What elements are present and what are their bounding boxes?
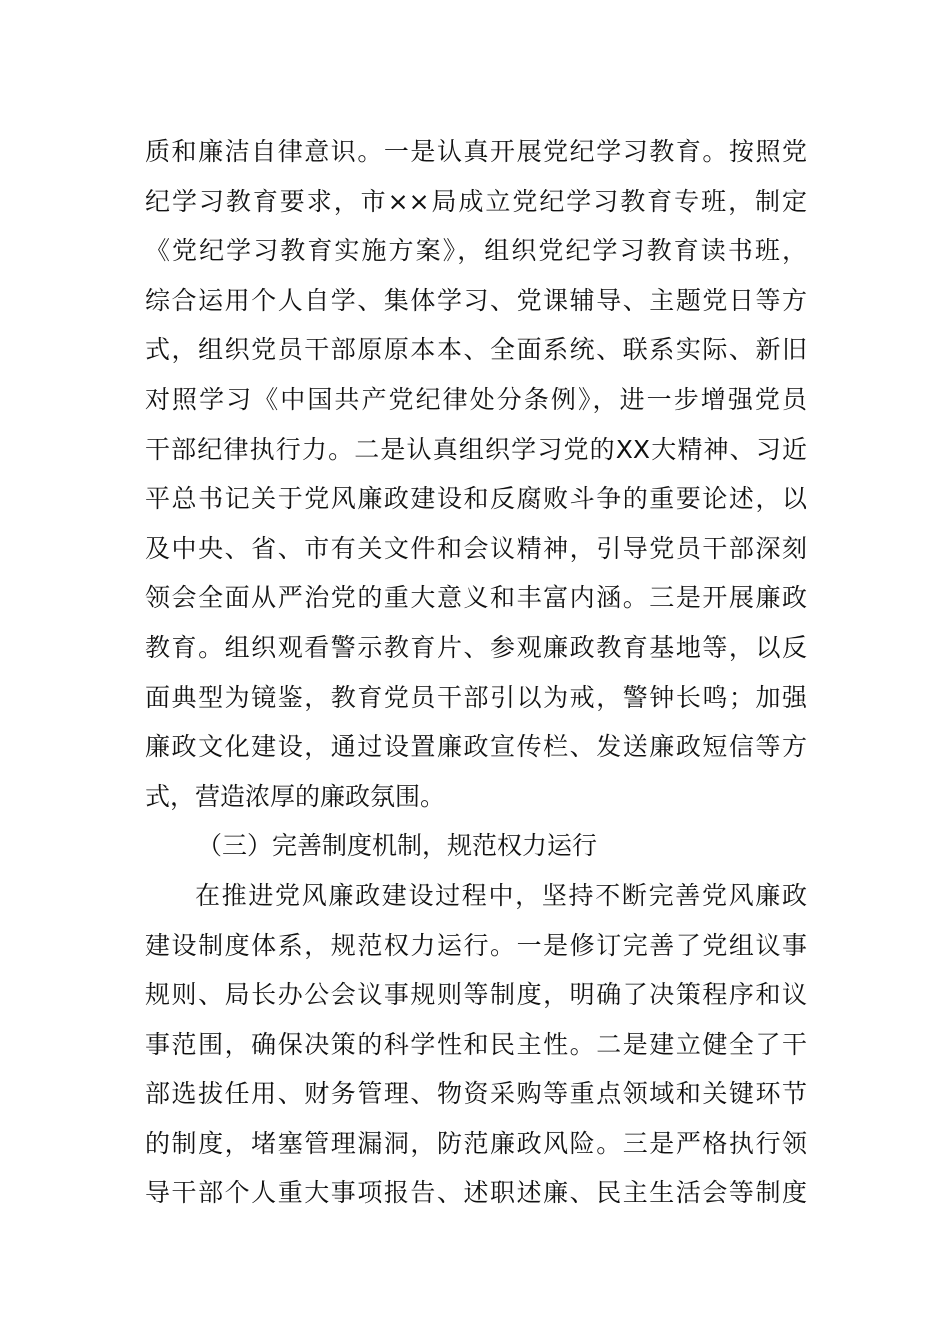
paragraph-line: 对照学习《中国共产党纪律处分条例》，进一步增强党员 — [145, 384, 807, 414]
paragraph-line: 质和廉洁自律意识。一是认真开展党纪学习教育。按照党 — [145, 137, 807, 166]
paragraph-line: 的制度，堵塞管理漏洞，防范廉政风险。三是严格执行领 — [145, 1128, 807, 1158]
paragraph-line: 《党纪学习教育实施方案》，组织党纪学习教育读书班， — [145, 236, 807, 266]
paragraph-line: 事范围，确保决策的科学性和民主性。二是建立健全了干 — [145, 1029, 807, 1059]
paragraph-line: 及中央、省、市有关文件和会议精神，引导党员干部深刻 — [145, 533, 807, 563]
paragraph-line: 部选拔任用、财务管理、物资采购等重点领域和关键环节 — [145, 1079, 807, 1109]
paragraph-line: 平总书记关于党风廉政建设和反腐败斗争的重要论述，以 — [145, 484, 807, 514]
paragraph-line: 纪学习教育要求，市××局成立党纪学习教育专班，制定 — [145, 186, 807, 216]
paragraph-line: 导干部个人重大事项报告、述职述廉、民主生活会等制度 — [145, 1178, 807, 1208]
paragraph-line: 式，营造浓厚的廉政氛围。 — [145, 781, 446, 811]
paragraph-line: 建设制度体系，规范权力运行。一是修订完善了党组议事 — [145, 930, 807, 960]
paragraph-line: 规则、局长办公会议事规则等制度，明确了决策程序和议 — [145, 980, 807, 1010]
paragraph-line: 廉政文化建设，通过设置廉政宣传栏、发送廉政短信等方 — [145, 732, 807, 762]
paragraph-first-line: 在推进党风廉政建设过程中，坚持不断完善党风廉政 — [195, 880, 807, 910]
paragraph-line: 干部纪律执行力。二是认真组织学习党的XX大精神、习近 — [145, 434, 807, 464]
paragraph-line: 面典型为镜鉴，教育党员干部引以为戒，警钟长鸣；加强 — [145, 682, 807, 712]
paragraph-line: 综合运用个人自学、集体学习、党课辅导、主题党日等方 — [145, 285, 807, 315]
paragraph-line: 教育。组织观看警示教育片、参观廉政教育基地等，以反 — [145, 632, 807, 662]
document-body — [145, 127, 807, 1218]
paragraph-line: 领会全面从严治党的重大意义和丰富内涵。三是开展廉政 — [145, 583, 807, 613]
paragraph-line: 式，组织党员干部原原本本、全面系统、联系实际、新旧 — [145, 335, 807, 365]
section-heading: （三）完善制度机制，规范权力运行 — [197, 831, 598, 861]
